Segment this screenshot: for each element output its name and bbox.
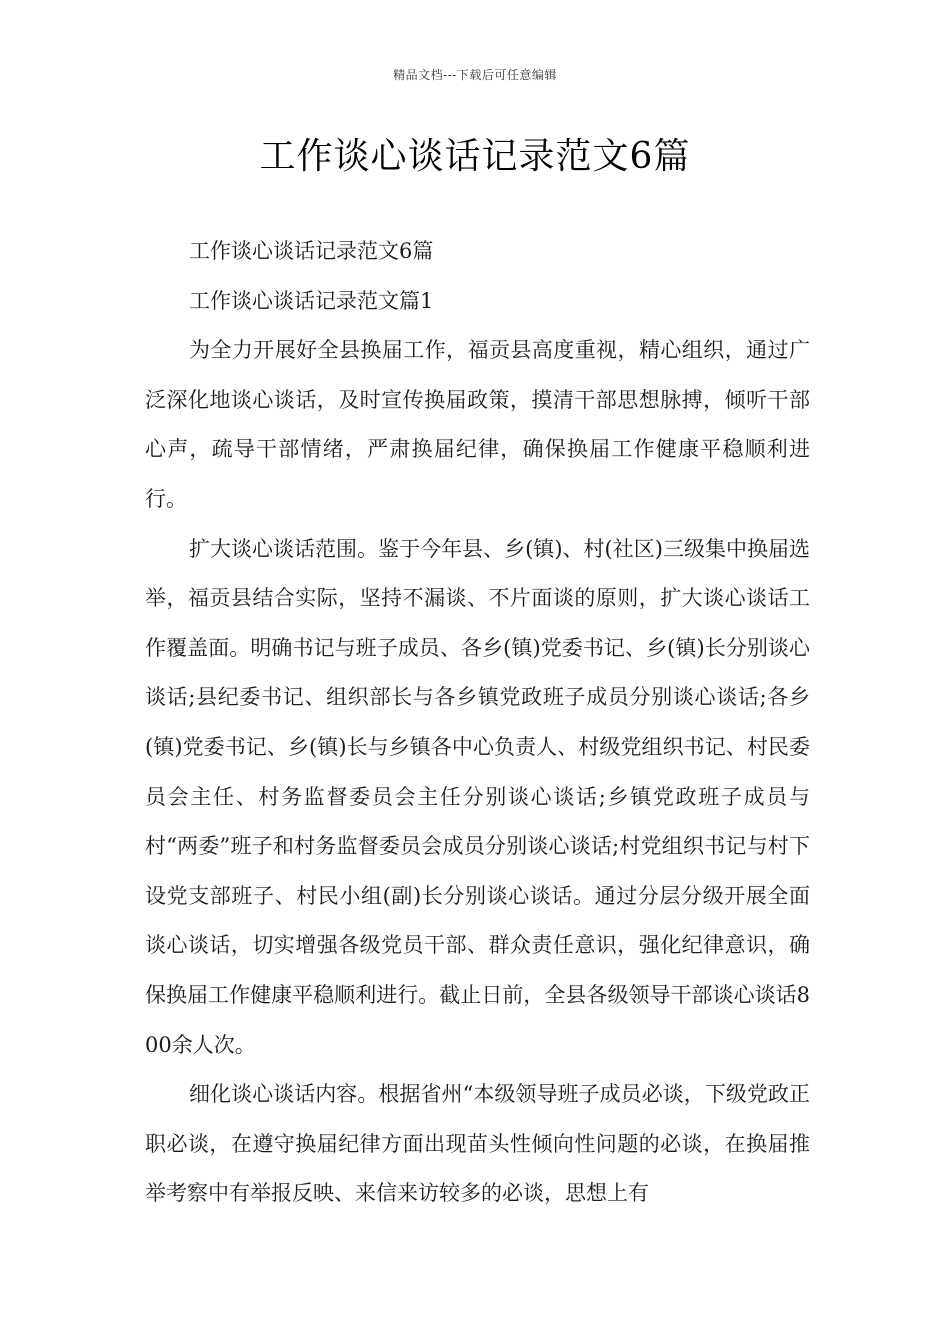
paragraph-content: 细化谈心谈话内容。根据省州“本级领导班子成员必谈，下级党政正职必谈，在遵守换届纪律方面出现苗头性倾向性问题的必谈，在换届推举考察中有举报反映、来信来访较多的必谈，思想上有 — [145, 1082, 810, 1206]
document-title: 工作谈心谈话记录范文6篇 — [259, 136, 691, 177]
document-body — [145, 227, 810, 1219]
paragraph-intro: 为全力开展好全县换届工作，福贡县高度重视，精心组织，通过广泛深化地谈心谈话，及时宣传换届政策，摸清干部思想脉搏，倾听干部心声，疏导干部情绪，严肃换届纪律，确保换届工作健康平稳顺利进行。 — [145, 338, 810, 511]
header-note: 精品文档---下载后可任意编辑 — [393, 68, 557, 82]
paragraph-section-heading: 工作谈心谈话记录范文篇1 — [189, 288, 434, 313]
paragraph-scope: 扩大谈心谈话范围。鉴于今年县、乡(镇)、村(社区)三级集中换届选举，福贡县结合实际，坚持不漏谈、不片面谈的原则，扩大谈心谈话工作覆盖面。明确书记与班子成员、各乡(镇)党委书记、乡(镇)长分别谈心谈话;县纪委书记、组织部长与各乡镇党政班子成员分别谈心谈话;各乡(镇)党委书记、乡(镇)长与乡镇各中心负责人、村级党组织书记、村民委员会主任、村务监督委员会主任分别谈心谈话;乡镇党政班子成员与村“两委”班子和村务监督委员会成员分别谈心谈话;村党组织书记与村下设党支部班子、村民小组(副)长分别谈心谈话。通过分层分级开展全面谈心谈话，切实增强各级党员干部、群众责任意识，强化纪律意识，确保换届工作健康平稳顺利进行。截止日前，全县各级领导干部谈心谈话800余人次。 — [145, 536, 810, 1057]
paragraph-subtitle: 工作谈心谈话记录范文6篇 — [189, 239, 434, 263]
